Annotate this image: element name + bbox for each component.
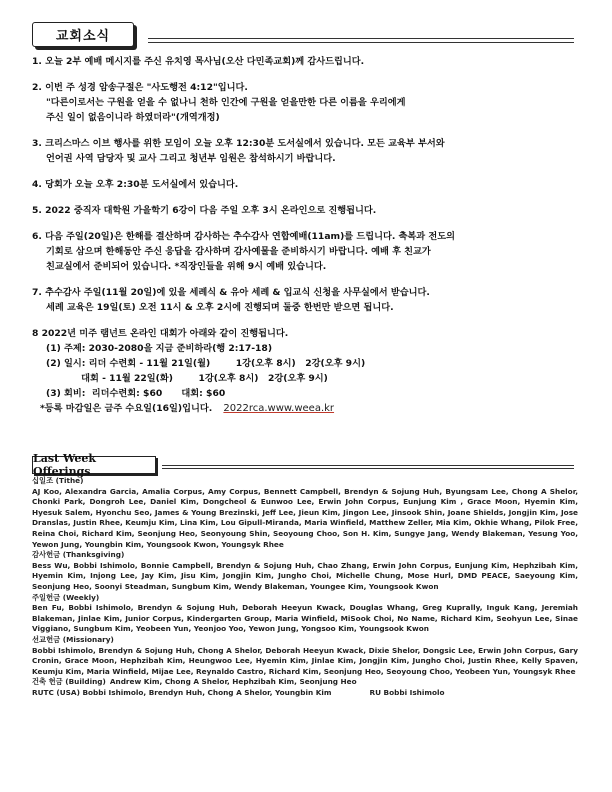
page-title: 교회소식 [32,22,134,47]
item8-theme: (1) 주제: 2030-2080을 지금 준비하라(행 2:17-18) [46,343,273,354]
announcement-line: 1. 오늘 2부 예배 메시지를 주신 유치영 목사님(오산 다민족교회)께 감사드립니다. [32,56,365,67]
announcement-line: 기회로 삼으며 한해동안 주신 응답을 감사하며 감사예물을 준비하시기 바랍니다. 예배 후 친교가 [46,246,431,257]
offering-section-heading: 선교헌금 (Missionary) [32,634,114,644]
offering-names: Bobbi Ishimolo, Brendyn & Sojung Huh, Chong A Shelor, Deborah Heeyun Kwack, Dixie Shelor, Dongsic Lee, Erwin John Corpus, Gary Cronin, Grace Moon, Hephzibah Kim, Heungwoo Lee, Hyemin Kim, Jinlae Kim, Jongjin Kim, Jungho Choi, Justin Rhee, Kelly Spaven, Keumju Kim, Maria Winfield, Mijae Lee, Reynaldo Castro, Richard Kim, Seonjung Heo, Seoyoung Choo, Yeobeen Yun, Youngsyk Rhee [32,645,578,676]
announcement-item-3 [32,136,580,166]
offering-section [32,635,578,677]
offering-section-heading: 감사헌금 (Thanksgiving) [32,550,125,560]
offerings-divider [162,465,574,469]
announcement-item-8 [32,326,580,416]
announcement-line: 7. 추수감사 주일(11월 20일)에 있을 세례식 & 유아 세례 & 입교식 신청을 사무실에서 받습니다. [32,287,430,298]
offering-names: Bess Wu, Bobbi Ishimolo, Bonnie Campbell, Brendyn & Sojung Huh, Chao Zhang, Erwin John Corpus, Eunjung Kim, Hephzibah Kim, Hyemin Kim, Injong Lee, Jay Kim, Jisu Kim, Jongjin Kim, Jungho Choi, Michelle Chung, Mose Hurl, DMD PEACE, Saeyoung Kim, Seonjung Heo, Soonyi Steadman, Sungbum Kim, Wendy Blakeman, Youngee Kim, Youngsook Kwon [32,560,578,591]
announcement-item-4 [32,177,580,192]
announcement-line: 언어권 사역 담당자 및 교사 그리고 청년부 임원은 참석하시기 바랍니다. [46,153,336,164]
offering-names: Ben Fu, Bobbi Ishimolo, Brendyn & Sojung Huh, Deborah Heeyun Kwack, Douglas Whang, Greg Kuprally, Inguk Kang, Jeremiah Blakeman, Jinlae Kim, Junior Corpus, Kindergarten Group, Maria Winfield, MiSook Choi, No Name, Richard Kim, Seohyun Lee, Sinae Viggiano, Sungbum Kim, Yeobeen Yun, Yeonjoo Yoo, Yewon Jung, Yongsoo Kim, Youngsook Kwon [32,603,578,634]
announcement-list [32,54,580,427]
announcement-line: 주신 일이 없음이니라 하였더라"(개역개정) [46,112,220,123]
offering-section [32,476,578,550]
announcement-line: 친교실에서 준비되어 있습니다. *직장인들을 위해 9시 예배 있습니다. [46,261,327,272]
rutc-offering: RUTC (USA) Bobbi Ishimolo, Brendyn Huh, Chong A Shelor, Youngbin Kim [32,687,332,697]
announcement-line: "다른이로서는 구원을 얻을 수 없나니 천하 인간에 구원을 얻을만한 다른 이름을 우리에게 [46,97,406,108]
offerings-list [32,476,578,698]
offering-section [32,593,578,635]
announcement-line: 4. 당회가 오늘 오후 2:30분 도서실에서 있습니다. [32,179,239,190]
announcement-line: 3. 크리스마스 이브 행사를 위한 모임이 오늘 오후 12:30분 도서실에서 있습니다. 모든 교육부 부서와 [32,138,445,149]
offering-names: AJ Koo, Alexandra Garcia, Amalia Corpus, Amy Corpus, Bennett Campbell, Brendyn & Sojung Huh, Byungsam Lee, Chong A Shelor, Chonki Park, Dongroh Lee, Daniel Kim, Dongcheol & Eunwoo Lee, Erwin John Corpus, Eunjung Kim , Grace Moon, Hyemin Kim, Hyesuk Salem, Hyonchu Seo, James & Young Brezinski, Jeff Lee, Jieun Kim, Jingon Lee, Jinsook Shin, Joane Shields, Jongjin Kim, Jose Dranslas, Justin Rhee, Keumju Kim, Lina Kim, Lou Gipull-Miranda, Maria Winfield, Matthew Zeller, Mia Kim, Okhie Whang, Pilok Free, Reina Choi, Richard Kim, Seonjung Heo, Seonyoung Shin, Seoyoung Choo, Son H. Kim, Sungye Jang, Wendy Blakeman, Yesung Yoo, Yewon Jung, Youngbin Kim, Youngsook Kwon, Youngsyk Rhee [32,486,578,549]
item8-heading: 8 2022년 미주 램넌트 온라인 대회가 아래와 같이 진행됩니다. [32,328,289,339]
item8-date2: 대회 - 11월 22일(화) 1강(오후 8시) 2강(오후 9시) [46,373,328,384]
announcement-item-1 [32,54,580,69]
offering-names: Andrew Kim, Chong A Shelor, Hephzibah Kim, Seonjung Heo [109,677,357,687]
registration-link[interactable]: 2022rca.www.weea.kr [223,403,335,414]
announcement-line: 2. 이번 주 성경 암송구절은 "사도행전 4:12"입니다. [32,82,248,93]
offering-section [32,550,578,592]
offering-section-heading: 주일헌금 (Weekly) [32,592,100,602]
announcement-item-5 [32,203,580,218]
announcement-line: 5. 2022 중직자 대학원 가을학기 6강이 다음 주일 오후 3시 온라인으로 진행됩니다. [32,205,377,216]
offerings-title: Last Week Offerings [32,456,156,474]
title-divider [148,38,574,43]
offering-section-heading: 건축 헌금 (Building) [32,677,106,687]
announcement-line: 세례 교육은 19일(토) 오전 11시 & 오후 2시에 진행되며 둘중 한번만 받으면 됩니다. [46,302,394,313]
item8-deadline: *등록 마감일은 금주 수요일(16일)입니다. [40,403,213,414]
ru-offering: RU Bobbi Ishimolo [369,687,445,697]
offering-section [32,677,578,688]
announcement-line: 6. 다음 주일(20일)은 한해를 결산하며 감사하는 추수감사 연합예배(11am)를 드립니다. 축복과 전도의 [32,231,456,242]
item8-date1: (2) 일시: 리더 수련회 - 11월 21일(월) 1강(오후 8시) 2강(오후 9시) [46,358,366,369]
announcement-item-7 [32,285,580,315]
item8-fee: (3) 회비: 리더수련회: $60 대회: $60 [46,388,226,399]
announcement-item-6 [32,229,580,274]
offering-section-heading: 십일조 (Tithe) [32,476,84,485]
offerings-footer [32,688,578,699]
announcement-item-2 [32,80,580,125]
